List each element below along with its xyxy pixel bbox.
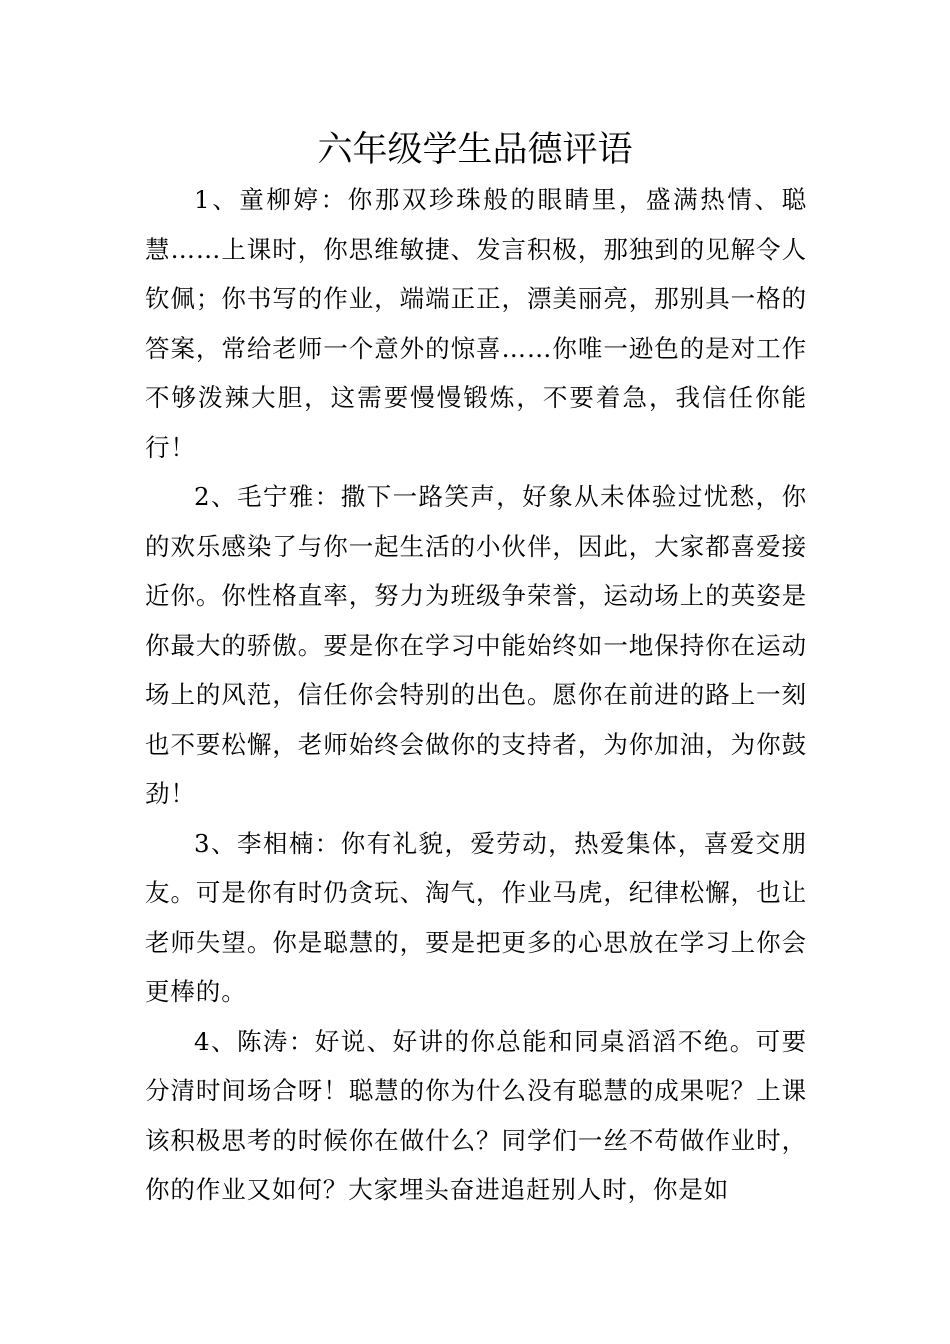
comment-paragraph-3: 3、李相楠：你有礼貌，爱劳动，热爱集体，喜爱交朋友。可是你有时仍贪玩、淘气，作业马虎，纪律松懈，也让老师失望。你是聪慧的，要是把更多的心思放在学习上你会更棒的。 — [145, 828, 807, 1006]
comment-paragraph-4: 4、陈涛：好说、好讲的你总能和同桌滔滔不绝。可要分清时间场合呀！聪慧的你为什么没有聪慧的成果呢？上课该积极思考的时候你在做什么？同学们一丝不苟做作业时，你的作业又如何？大家埋头奋进追赶别人时，你是如 — [145, 1026, 807, 1204]
document-title: 六年级学生品德评语 — [317, 130, 633, 170]
comment-paragraph-1: 1、童柳婷：你那双珍珠般的眼睛里，盛满热情、聪慧……上课时，你思维敏捷、发言积极，那独到的见解令人钦佩；你书写的作业，端端正正，漂美丽亮，那别具一格的答案，常给老师一个意外的惊喜……你唯一逊色的是对工作不够泼辣大胆，这需要慢慢锻炼，不要着急，我信任你能行！ — [145, 185, 807, 462]
document-body — [145, 175, 807, 1215]
comment-paragraph-2: 2、毛宁雅：撒下一路笑声，好象从未体验过忧愁，你的欢乐感染了与你一起生活的小伙伴，因此，大家都喜爱接近你。你性格直率，努力为班级争荣誉，运动场上的英姿是你最大的骄傲。要是你在学习中能始终如一地保持你在运动场上的风范，信任你会特别的出色。愿你在前进的路上一刻也不要松懈，老师始终会做你的支持者，为你加油，为你鼓劲！ — [145, 482, 807, 808]
